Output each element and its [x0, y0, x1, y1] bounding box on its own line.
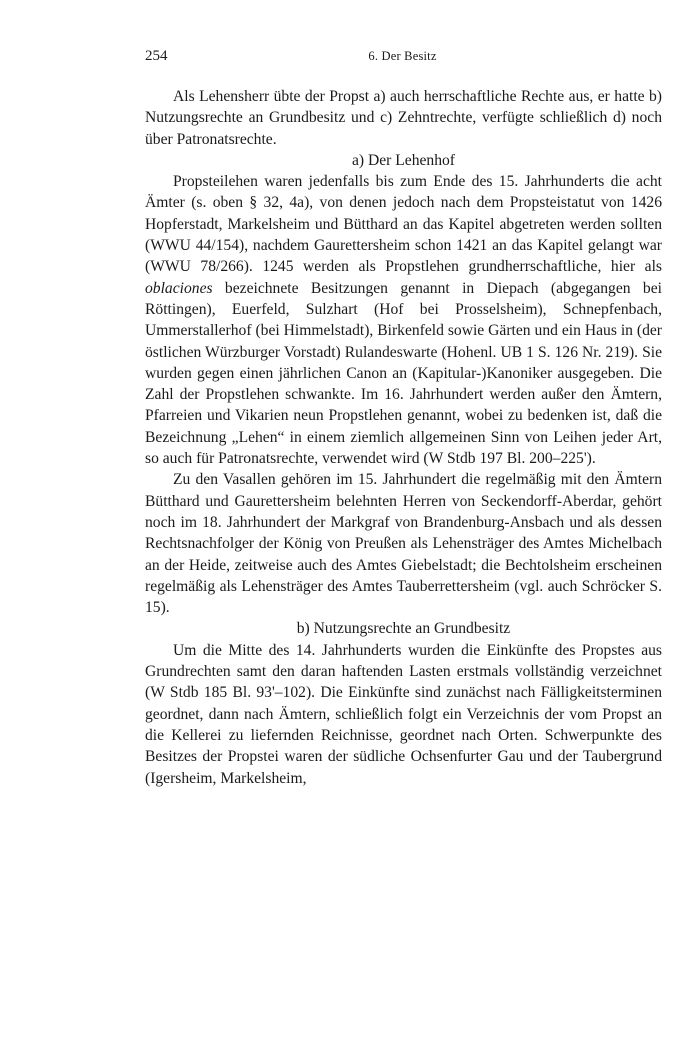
section-a-paragraph-2: Zu den Vasallen gehören im 15. Jahrhundert die regelmäßig mit den Ämtern Bütthard und Gaurettersheim belehnten Herren von Seckendorff-Aberdar, gehört noch im 18. Jahrhundert der Markgraf von Brandenburg-Ansbach und als dessen Rechtsnachfolger der König von Preußen als Lehensträger des Amtes Michelbach an der Heide, zeitweise auch des Amtes Giebelstadt; die Bechtolsheim erscheinen regelmäßig als Lehensträger des Amtes Tauberrettersheim (vgl. auch Schröcker S. 15).: [145, 471, 662, 617]
page-number: 254: [145, 48, 168, 64]
body-text: [145, 86, 662, 789]
section-b-heading: b) Nutzungsrechte an Grundbesitz: [296, 620, 511, 638]
italic-term: oblaciones: [145, 279, 213, 297]
paragraph-text: bezeichnete Besitzungen genannt in Diepach (abgegangen bei Röttingen), Euerfeld, Sulzhart (Hof bei Prosselsheim), Schnepfenbach, Ummerstallerhof (bei Himmelstadt), Birkenfeld sowie Gärten und ein Haus in (der östlichen Würzburger Vorstadt) Rulandeswarte (Hohenl. UB 1 S. 126 Nr. 219). Sie wurden gegen einen jährlichen Canon an (Kapitular-)Kanoniker ausgegeben. Die Zahl der Propstlehen schwankte. Im 16. Jahrhundert werden außer den Ämtern, Pfarreien und Vikarien neun Propstlehen genannt, wobei zu bedenken ist, daß die Bezeichnung „Lehen“ in einem ziemlich allgemeinen Sinn von Leihen jeder Art, so auch für Patronatsrechte, verwendet wird (W Stdb 197 Bl. 200–225').: [145, 279, 662, 468]
intro-paragraph: Als Lehensherr übte der Propst a) auch herrschaftliche Rechte aus, er hatte b) Nutzungsrechte an Grundbesitz und c) Zehntrechte, verfügte schließlich d) noch über Patronatsrechte.: [145, 88, 662, 148]
section-a-paragraph-1: [145, 171, 662, 469]
section-b-paragraph-1: Um die Mitte des 14. Jahrhunderts wurden die Einkünfte des Propstes aus Grundrechten samt den daran haftenden Lasten erstmals vollständig verzeichnet (W Stdb 185 Bl. 93'–102). Die Einkünfte sind zunächst nach Fälligkeitsterminen geordnet, dann nach Ämtern, schließlich folgt ein Verzeichnis der vom Propst an die Kellerei zu liefernden Reichnisse, geordnet nach Orten. Schwerpunkte des Besitzes der Propstei waren der südliche Ochsenfurter Gau und der Taubergrund (Igersheim, Markelsheim,: [145, 641, 662, 787]
running-head: 6. Der Besitz: [368, 49, 437, 63]
paragraph-text: Propsteilehen waren jedenfalls bis zum Ende des 15. Jahrhunderts die acht Ämter (s. oben § 32, 4a), von denen jedoch nach dem Propsteistatut von 1426 Hopferstadt, Markelsheim und Bütthard an das Kapitel abgetreten werden sollten (WWU 44/154), nachdem Gaurettersheim schon 1421 an das Kapitel gelangt war (WWU 78/266). 1245 werden als Propstlehen grundherrschaftliche, hier als: [145, 173, 662, 276]
page-header: [145, 48, 660, 68]
section-a-heading: a) Der Lehenhof: [351, 151, 456, 169]
